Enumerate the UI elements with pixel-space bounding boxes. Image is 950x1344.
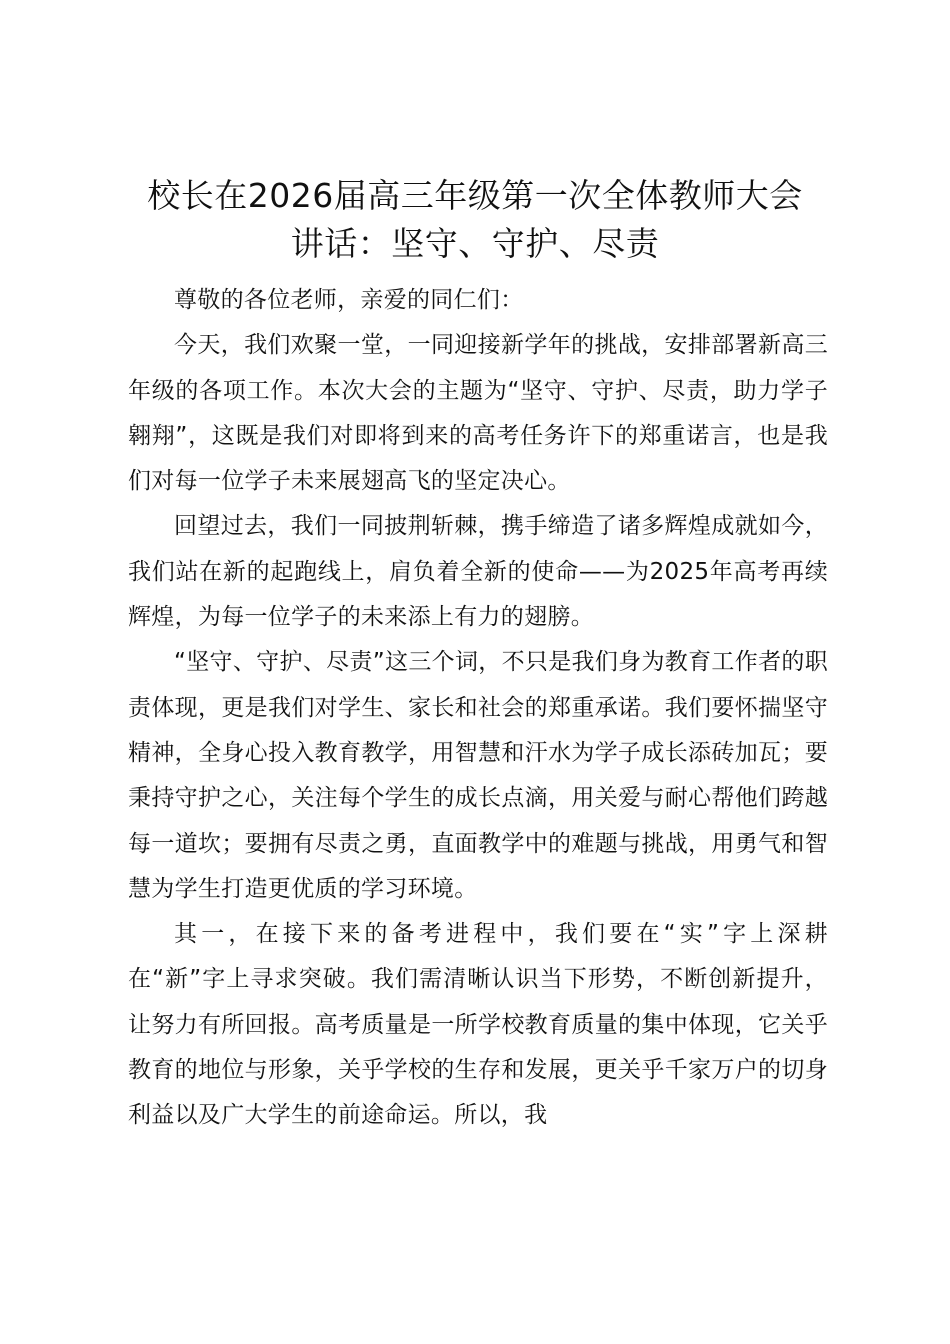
title-line-2: 讲话：坚守、守护、尽责 xyxy=(290,224,660,263)
body-paragraph: 今天，我们欢聚一堂，一同迎接新学年的挑战，安排部署新高三年级的各项工作。本次大会的主题为“坚守、守护、尽责，助力学子翱翔”，这既是我们对即将到来的高考任务许下的郑重诺言，也是我们对每一位学子未来展翅高飞的坚定决心。 xyxy=(128,332,828,495)
document-body xyxy=(128,278,828,1139)
body-paragraph: 其一，在接下来的备考进程中，我们要在“实”字上深耕在“新”字上寻求突破。我们需清晰认识当下形势，不断创新提升，让努力有所回报。高考质量是一所学校教育质量的集中体现，它关乎教育的地位与形象，关乎学校的生存和发展，更关乎千家万户的切身利益以及广大学生的前途命运。所以，我 xyxy=(128,921,828,1129)
title-line-1: 校长在2026届高三年级第一次全体教师大会 xyxy=(147,176,803,215)
body-paragraph: 回望过去，我们一同披荆斩棘，携手缔造了诸多辉煌成就如今，我们站在新的起跑线上，肩负着全新的使命——为2025年高考再续辉煌，为每一位学子的未来添上有力的翅膀。 xyxy=(128,513,828,631)
salutation-paragraph: 尊敬的各位老师，亲爱的同仁们： xyxy=(174,287,524,313)
document-title xyxy=(0,172,950,268)
body-paragraph: “坚守、守护、尽责”这三个词，不只是我们身为教育工作者的职责体现，更是我们对学生、家长和社会的郑重承诺。我们要怀揣坚守精神，全身心投入教育教学，用智慧和汗水为学子成长添砖加瓦；要秉持守护之心，关注每个学生的成长点滴，用关爱与耐心帮他们跨越每一道坎；要拥有尽责之勇，直面教学中的难题与挑战，用勇气和智慧为学生打造更优质的学习环境。 xyxy=(128,649,828,902)
